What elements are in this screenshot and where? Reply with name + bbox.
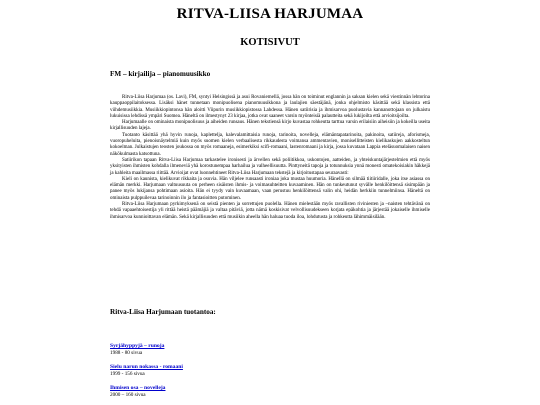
works-heading: Ritva-Liisa Harjumaan tuotantoa:	[110, 308, 216, 316]
bio-paragraph: Kieli on kaunista, kielikuvat rikkaita ja osuvia. Hän viljelee runsaasti ironiaa joka mustaa huumoria. Hänellä on silmää tiitiiridalle, joka itse asiassa on elämän merkki. Harjumaan valtuusuuta on perheen sisäisten ihmis- ja voimasuhteitten kuvaaminen. Hän on tunkeutunut syvälle henkilöittensä sisimpään ja panee myös lukijansa pohtimaan asioita. Hän ei tyydy vain kuvaamaan, vaan perustuu henkilöittensä valin ohi, heidän herkkiin tunnelmiinsa. Häneltä on ominaista pulppuilevaa tarinoinnin ilo ja fantasioitten putominen.	[110, 176, 430, 201]
bio-paragraph: Ritva-Liisa Harjumaan pyrkimyksenä on seistä pienten ja sorrettujen puolella. Hänen mielestään myös ravallisten riviniesten ja –naisten tehtävänä on tehdä vapaaehtoisestija yli rittää heistä päämäjiä ja valtaa pitäviä, jotta nämä koskisivat velvollisuudekseen korjata epäkohtia ja järjestää jokaiselle ihmiselle ihmisarvoa kunnioittavan elämän. Sekä kirjallisuuden että musiikin aheella hän haluaa tuoda iloa, lohdutusta ja rohkeutta lähimmäisilään.	[110, 202, 430, 220]
work-item	[110, 364, 183, 378]
work-link[interactable]: Syrjähyppyjä – runoja	[110, 343, 165, 349]
work-meta: 1999 - 156 sivua	[110, 371, 145, 377]
profile-heading: FM – kirjailija – pianomuusikko	[110, 70, 211, 78]
work-item	[110, 385, 165, 399]
bio-paragraph: Tuotanto käsittää yhä hyvin runoja, kaplettelja, kalevalamittaisia runoja, tarinoita, novelleja, elämäntapatarinoita, pakinoita, satiireja, aforismeja, vuoropuheluita, pienoisnäytelmiä kuin myös suomen kielen verbaalisesta rikkaudesta voimansa ammentavien, monisellitteisten kielikaskujen aakkosteltun kokoelman. Julkaistujen teosten joukossa on myös romaaneja, esimerkiksi scifi-romaani, lastenromaani ja kirja, jossa kuvataan Lappia eteläsuomalaisen naisen näkökulmasta katsottuna.	[110, 132, 430, 157]
work-link[interactable]: Sielu narun nokassa - romaani	[110, 364, 183, 370]
work-link[interactable]: Ihmisen osa – novelleja	[110, 385, 166, 391]
work-item	[110, 343, 164, 357]
biography-text	[110, 95, 430, 221]
bio-paragraph: Harjumaalle on ominaista monipuolisuus ja aiheiden runsaus. Hänen tekstiensä kirjo kuvastaa rohkeutta tarttua varsin erilaisiin aiheisiin ja kokeilla useita kirjallisuuden lajeja.	[110, 120, 430, 132]
work-meta: 2000 – 160 sivua	[110, 392, 146, 398]
site-subtitle: KOTISIVUT	[240, 37, 300, 48]
work-meta: 1988 - 80 sivua	[110, 350, 143, 356]
site-title: RITVA-LIISA HARJUMAA	[176, 6, 364, 22]
bio-paragraph: Satiirikon tapaan Ritva-Liisa Harjumaa tarkastelee ironisesti ja ärvellen sekä poliitikkoa, uskontojen, aatteiden, ja yhteiskuntajärjestelmien että myös yksityisten ihmisten kohdalla ilmeneviä yhä korostunempaa harhailua ja valheellisuutta. Pinttyneitä tapoja ja totunnuksia ynnä monesti omatekoisiakin häkkejä ja kahleita maailmassa riittää. Arvioijat ovat luonnehtineet Ritva-Liisa Harjumaan tekstejä ja kirjoitustapaa seuraavasti:	[110, 157, 430, 176]
bio-paragraph: Ritva-Liisa Harjumaa (os. Lavi), FM, syntyi Helsingissä ja asui Rovaniemellä, jossa hän on toiminut englannin ja saksan kielen sekä viestinnän lehtorina kauppaoppilaitoksessa. Lisäksi hänet tunnetaan monipuolisena pianomuusikkona ja laulajien säestäjänä, jonka ohjelmisto käsittää sekä klassista että viihdemusiikkia. Musiikkiopintonsa hän aloitti Viipurin musiikkiopistossa Lahdessa. Hänen satiirisia ja ihmisarvoa puolustavia kannanottojaan on julkaistu lukuisissa lehdissä ympäri Suomea. Häneltä on ilmestynyt 23 kirjaa, jotka ovat saaneet varsin myönteisiä palautteita sekä lukijoilta että arvioitsijoilta.	[110, 95, 430, 119]
